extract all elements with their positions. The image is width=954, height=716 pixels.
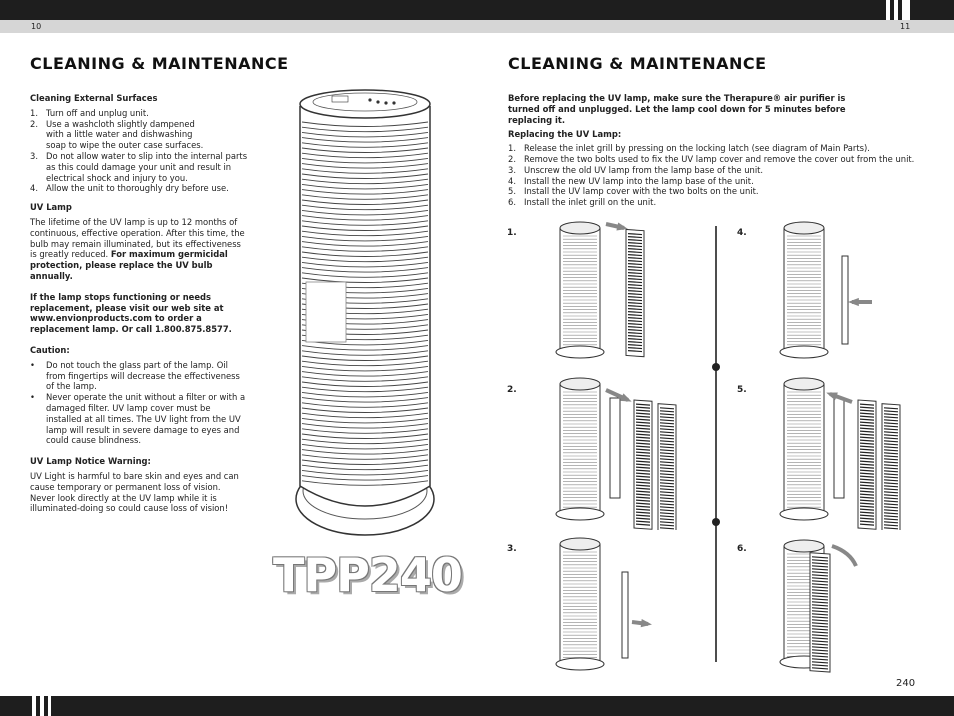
page-number-strip bbox=[0, 20, 954, 33]
arrow-head bbox=[848, 298, 859, 306]
top-bar-stripe bbox=[894, 0, 898, 20]
uv-notice-heading: UV Lamp Notice Warning: bbox=[30, 456, 151, 467]
step-1-figure bbox=[548, 216, 678, 362]
top-bar-stripe bbox=[886, 0, 890, 20]
unit-body bbox=[784, 228, 824, 352]
step-4-figure bbox=[772, 216, 902, 362]
unit-base bbox=[780, 508, 828, 520]
footer-page-number: 240 bbox=[896, 678, 916, 689]
uv-lamp-cover bbox=[834, 398, 844, 498]
uv-lamp-cover bbox=[610, 398, 620, 498]
top-bar bbox=[0, 0, 954, 20]
figure-label-5: 5. bbox=[737, 385, 747, 395]
step-2-figure bbox=[548, 372, 698, 530]
uv-lamp-paragraph: The lifetime of the UV lamp is up to 12 months of continuous, effective operation. After this time, the bulb may remain illuminated, but its effectiveness is greatly reduced. For maximum germicidal protection, please replace the UV bulb annually. bbox=[30, 216, 245, 281]
arrow-head bbox=[620, 393, 632, 401]
left-column bbox=[30, 93, 248, 514]
arrow-head bbox=[641, 619, 652, 627]
unit-top bbox=[784, 222, 824, 234]
unit-top bbox=[560, 378, 600, 390]
air-purifier-tower-illustration bbox=[280, 86, 450, 546]
list-item: • Do not touch the glass part of the lamp. Oil from fingertips will decrease the effectiveness of the lamp. bbox=[30, 359, 240, 392]
list-item: 4. Install the new UV lamp into the lamp base of the unit. bbox=[508, 175, 754, 186]
caution-list bbox=[30, 360, 248, 446]
unit-top bbox=[560, 538, 600, 550]
bottom-bar-stripe bbox=[48, 696, 51, 716]
list-item: 6. Install the inlet grill on the unit. bbox=[508, 197, 657, 208]
right-page-number: 11 bbox=[900, 22, 911, 31]
step-5-figure bbox=[772, 372, 922, 530]
figure-label-2: 2. bbox=[507, 385, 517, 395]
figure-label-1: 1. bbox=[507, 228, 517, 238]
figure-divider bbox=[710, 226, 722, 666]
list-item: 4. Allow the unit to thoroughly dry before use. bbox=[30, 183, 229, 194]
divider-dot bbox=[712, 363, 720, 371]
list-item: • Never operate the unit without a filter or with a damaged filter. UV lamp cover must be installed at all times. The UV light from the UV lamp will result in severe damage to eyes and could cause blindness. bbox=[30, 392, 246, 446]
bottom-bar-stripe bbox=[40, 696, 44, 716]
unit-base bbox=[556, 658, 604, 670]
intro-paragraph: Before replacing the UV lamp, make sure the Therapure® air purifier is turned off and unplugged. Let the lamp cool down for 5 minutes before replacing it. bbox=[508, 93, 846, 125]
unit-base bbox=[556, 346, 604, 358]
list-item: 1. Turn off and unplug unit. bbox=[30, 107, 149, 118]
unit-base bbox=[556, 508, 604, 520]
bottom-bar-stripe bbox=[32, 696, 36, 716]
top-bar-stripe bbox=[902, 0, 910, 20]
right-title: CLEANING & MAINTENANCE bbox=[508, 54, 767, 73]
uv-notice-paragraph: UV Light is harmful to bare skin and eyes and can cause temporary or permanent loss of vision. Never look directly at the UV lamp while it is illuminated-doing so could cause loss of vision! bbox=[30, 470, 239, 514]
divider-dot bbox=[712, 518, 720, 526]
external-steps-list bbox=[30, 108, 248, 194]
cleaning-external-heading: Cleaning External Surfaces bbox=[30, 93, 158, 103]
list-item: 2. Remove the two bolts used to fix the UV lamp cover and remove the cover out from the unit. bbox=[508, 153, 915, 164]
caution-heading: Caution: bbox=[30, 344, 70, 355]
list-item: 3. Unscrew the old UV lamp from the lamp base of the unit. bbox=[508, 164, 764, 175]
list-item: 1. Release the inlet grill by pressing on the locking latch (see diagram of Main Parts). bbox=[508, 143, 870, 154]
tower-control-top bbox=[300, 90, 430, 118]
tower-window bbox=[306, 282, 346, 342]
left-title: CLEANING & MAINTENANCE bbox=[30, 54, 289, 73]
list-item: 5. Install the UV lamp cover with the two bolts on the unit. bbox=[508, 186, 759, 197]
list-item: 3. Do not allow water to slip into the internal parts as this could damage your unit and result in electrical shock and injury to you. bbox=[30, 150, 248, 183]
unit-top bbox=[784, 540, 824, 552]
figure-label-4: 4. bbox=[737, 228, 747, 238]
uv-lamp bbox=[622, 572, 628, 658]
unit-base bbox=[780, 346, 828, 358]
unit-body bbox=[560, 228, 600, 352]
figure-label-6: 6. bbox=[737, 544, 747, 554]
unit-body bbox=[560, 544, 600, 664]
list-item: 2. Use a washcloth slightly dampened with a little water and dishwashing soap to wipe the outer case surfaces. bbox=[30, 118, 204, 151]
uv-lamp-heading: UV Lamp bbox=[30, 202, 72, 213]
figure-label-3: 3. bbox=[507, 544, 517, 554]
right-column bbox=[508, 93, 918, 208]
unit-top bbox=[560, 222, 600, 234]
uv-lamp bbox=[842, 256, 848, 344]
left-page-number: 10 bbox=[31, 22, 42, 31]
step-6-figure bbox=[772, 534, 902, 674]
replacing-steps-list bbox=[508, 143, 918, 208]
rotation-arrow bbox=[832, 546, 856, 566]
step-3-figure bbox=[548, 534, 678, 674]
bottom-bar bbox=[0, 696, 954, 716]
replacement-paragraph: If the lamp stops functioning or needs replacement, please visit our web site at www.envionproducts.com to order a replacement lamp. Or call 1.800.875.8577. bbox=[30, 291, 232, 335]
unit-top bbox=[784, 378, 824, 390]
model-name: TPP240 bbox=[273, 548, 462, 602]
replacing-heading: Replacing the UV Lamp: bbox=[508, 129, 622, 140]
